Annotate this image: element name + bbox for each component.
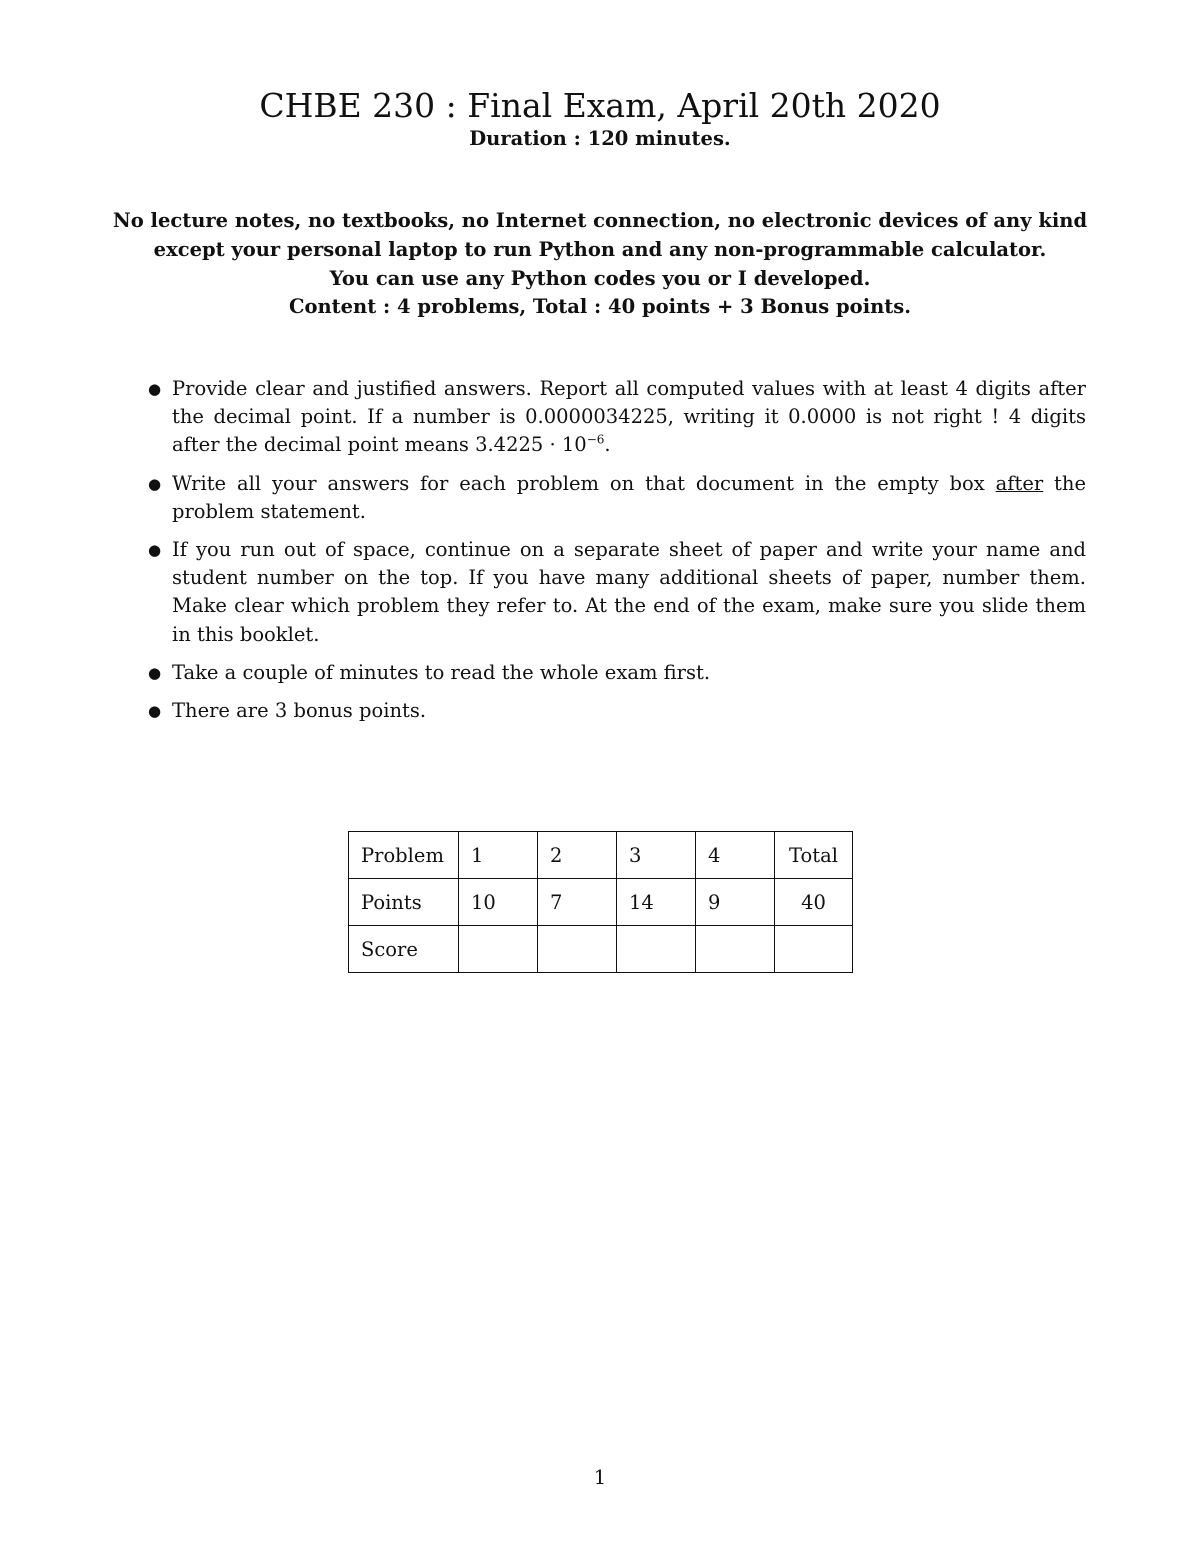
bullet-icon: ● — [148, 663, 162, 682]
bullet-icon: ● — [148, 702, 162, 721]
table-cell: 10 — [459, 879, 538, 926]
instruction-text: Write all your answers for each problem on that document in the empty box — [172, 471, 996, 495]
instruction-item — [146, 659, 1086, 687]
rules-allowed-materials: No lecture notes, no textbooks, no Internet connection, no electronic devices of any kind except your personal laptop to run Python and any non-programmable calculator. — [112, 209, 1088, 261]
table-cell: 3 — [617, 832, 696, 879]
table-cell: 2 — [538, 832, 617, 879]
table-row-points — [349, 879, 853, 926]
instruction-text: There are 3 bonus points. — [172, 699, 427, 723]
table-cell: 14 — [617, 879, 696, 926]
exam-duration: Duration : 120 minutes. — [469, 127, 731, 150]
table-cell: Total — [775, 832, 853, 879]
score-cell — [459, 926, 538, 973]
instruction-item — [146, 697, 1086, 725]
score-cell — [775, 926, 853, 973]
rules-python-codes: You can use any Python codes you or I developed. — [329, 266, 871, 290]
table-cell: 9 — [696, 879, 775, 926]
bullet-icon: ● — [148, 541, 162, 560]
exponent: −6 — [586, 432, 605, 447]
bullet-icon: ● — [148, 474, 162, 493]
rules-content-summary: Content : 4 problems, Total : 40 points + 3 Bonus points. — [288, 295, 912, 319]
instruction-item — [146, 536, 1086, 649]
table-cell: 40 — [775, 879, 853, 926]
instruction-text-end: . — [604, 433, 611, 457]
table-row-problem — [349, 832, 853, 879]
instruction-text: If you run out of space, continue on a separate sheet of paper and write your name and student number on the top. If you have many additional sheets of paper, number them. Make clear which problem they refer to. At the end of the exam, make sure you slide them in this booklet. — [172, 538, 1086, 646]
table-cell: Problem — [349, 832, 459, 879]
instruction-text: Provide clear and justified answers. Report all computed values with at least 4 digits after the decimal point. If a number is 0.0000034225, writing it 0.0000 is not right ! 4 digits after the decimal point means 3.4225 · 10 — [172, 377, 1086, 457]
table-cell: Score — [349, 926, 459, 973]
table-cell: 1 — [459, 832, 538, 879]
instruction-text-end: the problem statement. — [172, 471, 1086, 523]
table-cell: 4 — [696, 832, 775, 879]
bullet-icon: ● — [148, 380, 162, 398]
score-cell — [538, 926, 617, 973]
table-cell: 7 — [538, 879, 617, 926]
instruction-text: Take a couple of minutes to read the whole exam first. — [172, 660, 711, 684]
score-cell — [696, 926, 775, 973]
exam-rules — [105, 207, 1095, 322]
exam-title: CHBE 230 : Final Exam, April 20th 2020 — [259, 86, 941, 125]
score-cell — [617, 926, 696, 973]
table-row-score — [349, 926, 853, 973]
page-number: 1 — [593, 1466, 607, 1489]
instructions-list — [146, 375, 1086, 735]
score-table — [348, 831, 853, 973]
instruction-item — [146, 470, 1086, 526]
instruction-item — [146, 375, 1086, 460]
underlined-word: after — [995, 471, 1044, 495]
table-cell: Points — [349, 879, 459, 926]
